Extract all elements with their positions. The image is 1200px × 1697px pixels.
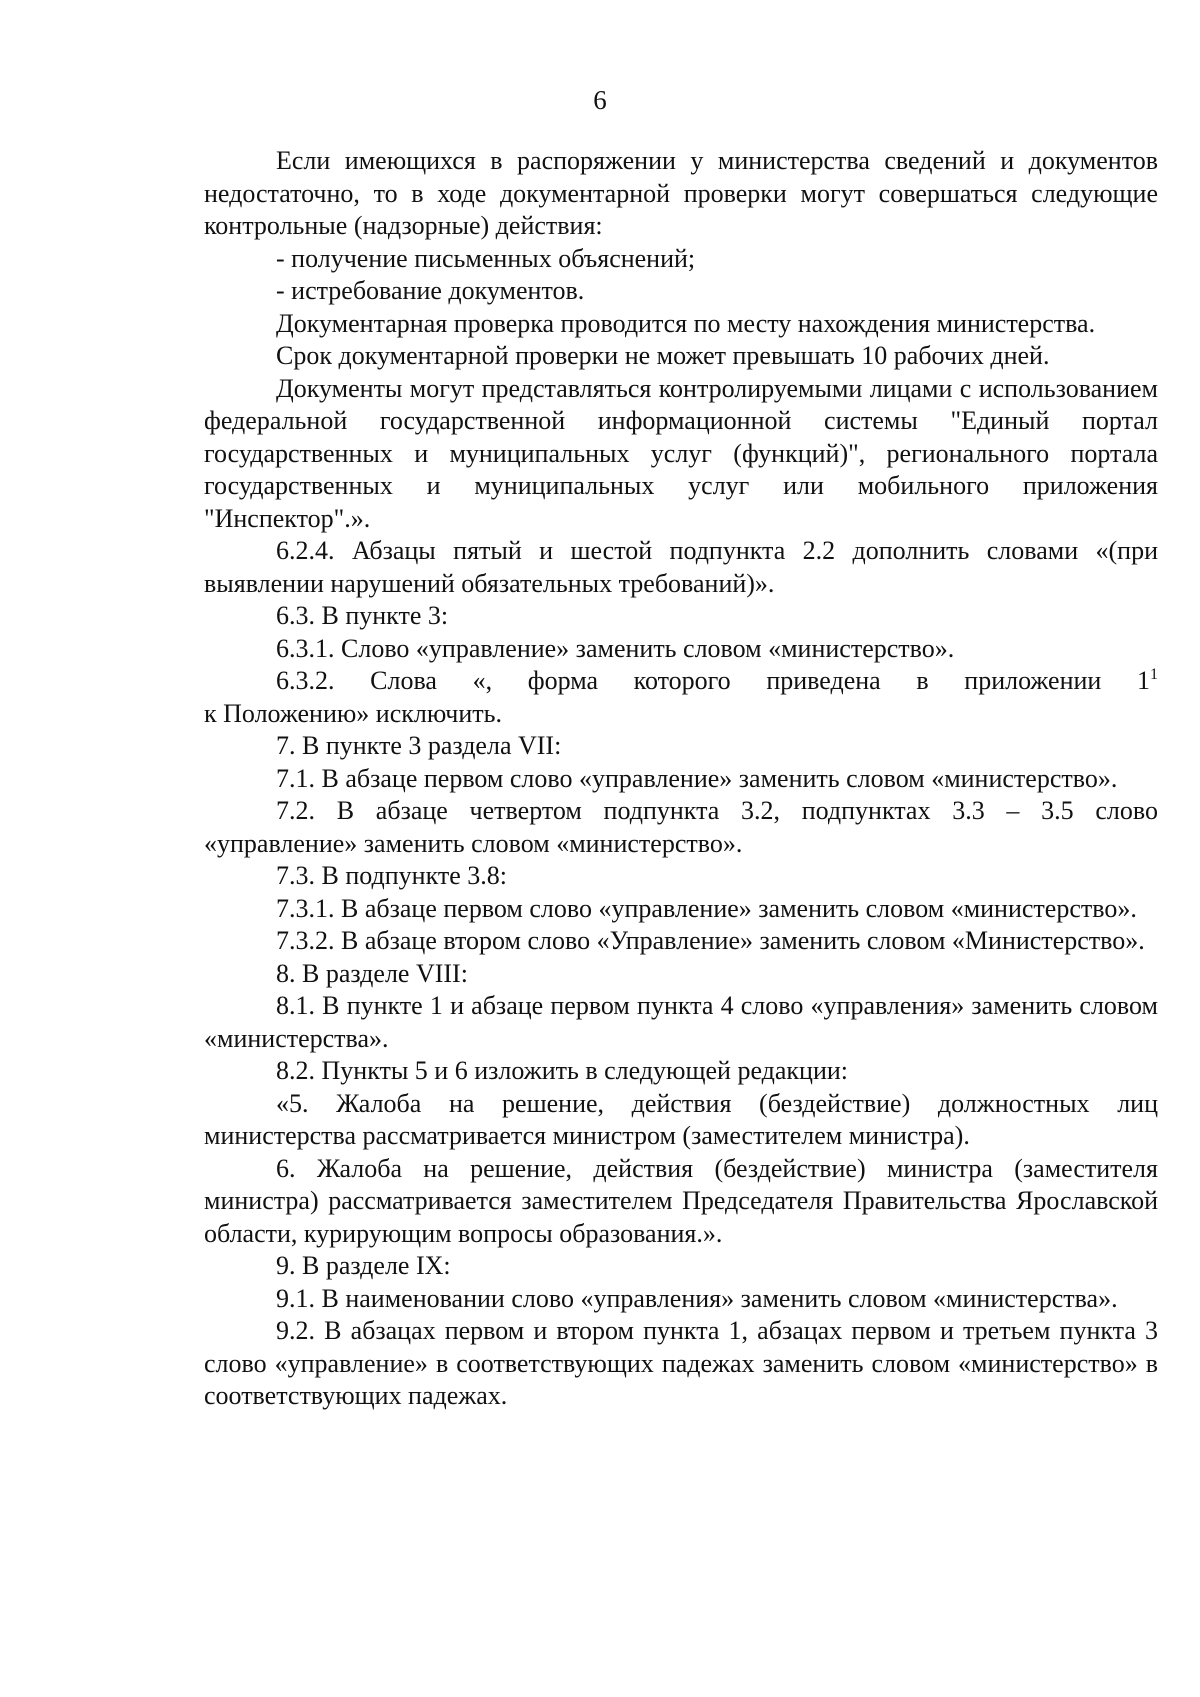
paragraph: 7.1. В абзаце первом слово «управление» заменить словом «министерство». <box>276 763 1118 793</box>
paragraph: 9.2. В абзацах первом и втором пункта 1, абзацах первом и третьем пункта 3 слово «управление» в соответствующих падежах заменить словом «министерство» в соответствующих падежах. <box>204 1316 1158 1410</box>
paragraph: 7.3.1. В абзаце первом слово «управление» заменить словом «министерство». <box>276 893 1137 923</box>
paragraph: «5. Жалоба на решение, действия (бездействие) должностных лиц министерства рассматривается министром (заместителем министра). <box>204 1088 1158 1150</box>
paragraph: 9. В разделе IX: <box>276 1251 451 1280</box>
paragraph: 6.3.1. Слово «управление» заменить словом «министерство». <box>276 633 955 663</box>
paragraph: 6. Жалоба на решение, действия (бездействие) министра (заместителя министра) рассматривается заместителем Председателя Правительства Ярославской области, курирующим вопросы образования.». <box>204 1153 1158 1248</box>
superscript: 1 <box>1150 666 1158 683</box>
paragraph: 6.3. В пункте 3: <box>276 601 449 630</box>
list-item: - истребование документов. <box>276 276 585 305</box>
paragraph: 6.2.4. Абзацы пятый и шестой подпункта 2.2 дополнить словами «(при выявлении нарушений обязательных требований)». <box>204 536 1158 598</box>
paragraph-with-superscript <box>204 665 1158 698</box>
paragraph: Документарная проверка проводится по месту нахождения министерства. <box>276 308 1096 338</box>
document-body <box>204 145 1158 1413</box>
paragraph: Если имеющихся в распоряжении у министерства сведений и документов недостаточно, то в ходе документарной проверки могут совершаться следующие контрольные (надзорные) действия: <box>204 146 1158 240</box>
paragraph-line: 6.3.2. Слова «, форма которого приведена в приложении 1 <box>276 666 1150 695</box>
paragraph: 8.1. В пункте 1 и абзаце первом пункта 4 слово «управления» заменить словом «министерства». <box>204 991 1158 1053</box>
paragraph: 9.1. В наименовании слово «управления» заменить словом «министерства». <box>276 1283 1118 1313</box>
paragraph: Срок документарной проверки не может превышать 10 рабочих дней. <box>276 341 1050 370</box>
paragraph: 7.3. В подпункте 3.8: <box>276 861 507 890</box>
paragraph: 7. В пункте 3 раздела VII: <box>276 731 562 760</box>
paragraph: 7.3.2. В абзаце втором слово «Управление» заменить словом «Министерство». <box>276 926 1145 955</box>
list-item: - получение письменных объяснений; <box>276 243 696 273</box>
paragraph: Документы могут представляться контролируемыми лицами с использованием федеральной государственной информационной системы "Единый портал государственных и муниципальных услуг (функций)", регионального портала государственных и муниципальных услуг или мобильного приложения "Инспектор".». <box>204 373 1158 533</box>
paragraph: 7.2. В абзаце четвертом подпункта 3.2, подпунктах 3.3 – 3.5 слово «управление» заменить словом «министерство». <box>204 796 1158 858</box>
paragraph-continuation: к Положению» исключить. <box>204 698 503 728</box>
paragraph: 8.2. Пункты 5 и 6 изложить в следующей редакции: <box>276 1056 849 1085</box>
page-number: 6 <box>593 85 607 115</box>
paragraph: 8. В разделе VIII: <box>276 958 468 988</box>
